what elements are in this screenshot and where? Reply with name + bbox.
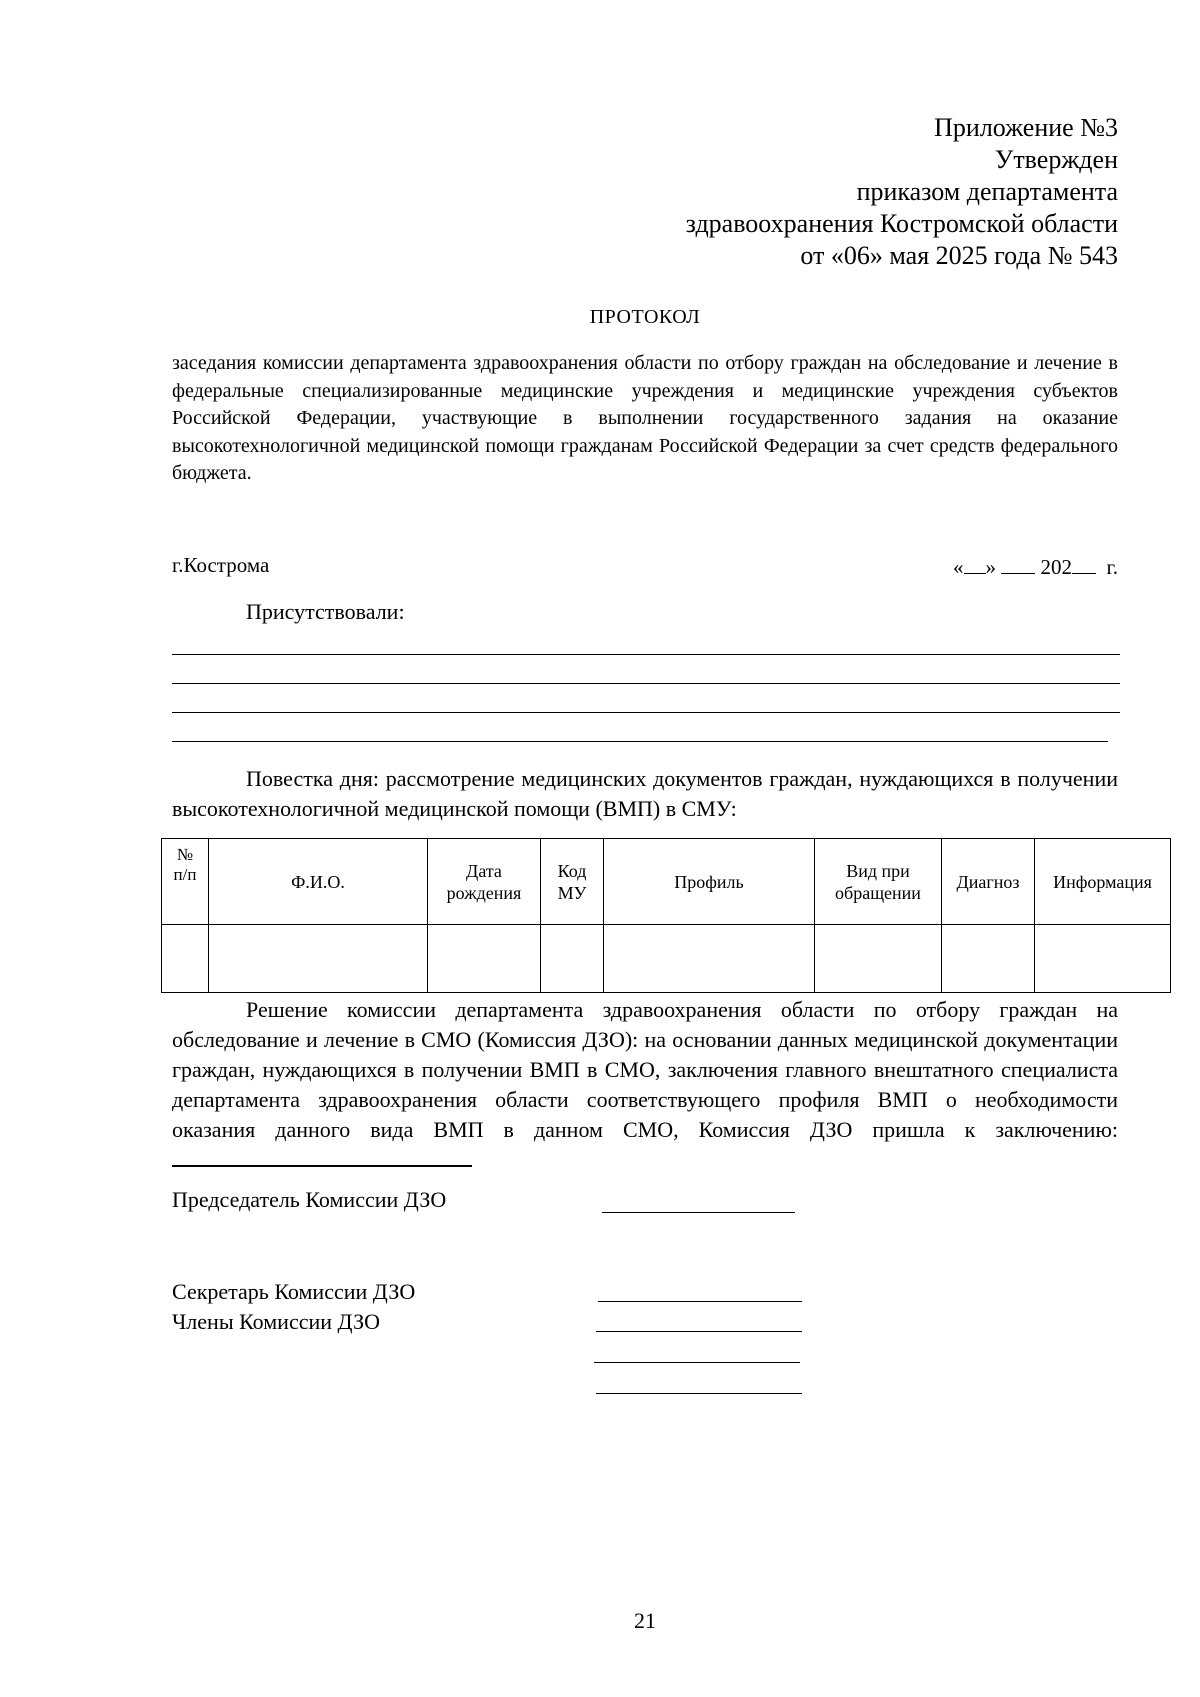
- col-number: [162, 839, 209, 925]
- approved-by-order: приказом департамента: [856, 177, 1118, 206]
- table-cell[interactable]: [209, 925, 428, 993]
- decision-text: [172, 995, 1118, 1175]
- agenda-text: Повестка дня: рассмотрение медицинских документов граждан, нуждающихся в получении высокотехнологичной медицинской помощи (ВМП) в СМУ:: [172, 766, 1118, 821]
- appendix-number: Приложение №3: [934, 113, 1118, 142]
- col-mu-code: [541, 839, 604, 925]
- present-label: Присутствовали:: [246, 599, 405, 624]
- member-signature-line-2[interactable]: [594, 1362, 800, 1363]
- date-field: [953, 553, 1118, 580]
- col-diagnosis: Диагноз: [942, 839, 1035, 925]
- col-type-line2: обращении: [835, 882, 921, 903]
- col-birth-date: [428, 839, 541, 925]
- patients-table: [161, 838, 1171, 993]
- day-blank[interactable]: [964, 553, 986, 574]
- col-fio: Ф.И.О.: [209, 839, 428, 925]
- page-number: 21: [634, 1608, 656, 1633]
- approved-label: Утвержден: [994, 145, 1118, 174]
- table-cell[interactable]: [604, 925, 815, 993]
- chairman-signature-line[interactable]: [602, 1212, 795, 1213]
- year-suffix: г.: [1106, 555, 1118, 579]
- col-information: Информация: [1035, 839, 1171, 925]
- col-type-line1: Вид при: [846, 860, 910, 881]
- decision-body: Решение комиссии департамента здравоохранения области по отбору граждан на обследование и лечение в СМО (Комиссия ДЗО): на основании данных медицинской документации граждан, нуждающихся в получении ВМП в СМО, заключения главного внештатного специалиста департамента здравоохранения области соответствующего профиля ВМП о необходимости оказания данного вида ВМП в данном СМО, Комиссия ДЗО пришла к заключению:: [172, 997, 1118, 1142]
- member-signature-line-3[interactable]: [596, 1393, 802, 1394]
- year-prefix: 202: [1040, 555, 1072, 579]
- secretary-label: Секретарь Комиссии ДЗО: [172, 1279, 416, 1304]
- col-profile: Профиль: [604, 839, 815, 925]
- date-open-quote: «: [953, 555, 964, 579]
- attendees-line-4[interactable]: [172, 741, 1108, 742]
- table-cell[interactable]: [428, 925, 541, 993]
- attendees-line-1[interactable]: [172, 654, 1120, 655]
- year-blank[interactable]: [1072, 553, 1096, 574]
- member-signature-line-1[interactable]: [596, 1331, 802, 1332]
- table-cell[interactable]: [815, 925, 942, 993]
- approval-date: от «06» мая 2025 года № 543: [800, 241, 1118, 270]
- approval-block: [686, 112, 1118, 272]
- table-cell[interactable]: [541, 925, 604, 993]
- table-header-row: [162, 839, 1171, 925]
- col-number-line2: п/п: [173, 865, 197, 884]
- members-label: Члены Комиссии ДЗО: [172, 1309, 380, 1334]
- attendees-line-3[interactable]: [172, 712, 1120, 713]
- conclusion-blank[interactable]: [172, 1147, 472, 1167]
- col-code-line2: МУ: [557, 882, 587, 903]
- table-cell[interactable]: [1035, 925, 1171, 993]
- approved-by-department: здравоохранения Костромской области: [685, 209, 1118, 238]
- table-cell[interactable]: [162, 925, 209, 993]
- table-row: [162, 925, 1171, 993]
- date-close-quote: »: [985, 555, 996, 579]
- col-code-line1: Код: [557, 860, 587, 881]
- col-birth-line2: рождения: [446, 882, 522, 903]
- month-blank[interactable]: [1001, 553, 1035, 574]
- col-birth-line1: Дата: [466, 860, 502, 881]
- secretary-signature-line[interactable]: [598, 1301, 802, 1302]
- protocol-subject: заседания комиссии департамента здравоохранения области по отбору граждан на обследование и лечение в федеральные специализированные медицинские учреждения и медицинские учреждения субъектов Российской Федерации, участвующие в выполнении государственного задания на оказание высокотехнологичной медицинской помощи гражданам Российской Федерации за счет средств федерального бюджета.: [172, 352, 1118, 484]
- col-visit-type: [815, 839, 942, 925]
- col-number-line1: №: [176, 845, 194, 864]
- chairman-label: Председатель Комиссии ДЗО: [172, 1187, 447, 1212]
- place-label: г.Кострома: [172, 553, 270, 577]
- document-title: ПРОТОКОЛ: [589, 306, 701, 328]
- table-cell[interactable]: [942, 925, 1035, 993]
- attendees-line-2[interactable]: [172, 683, 1120, 684]
